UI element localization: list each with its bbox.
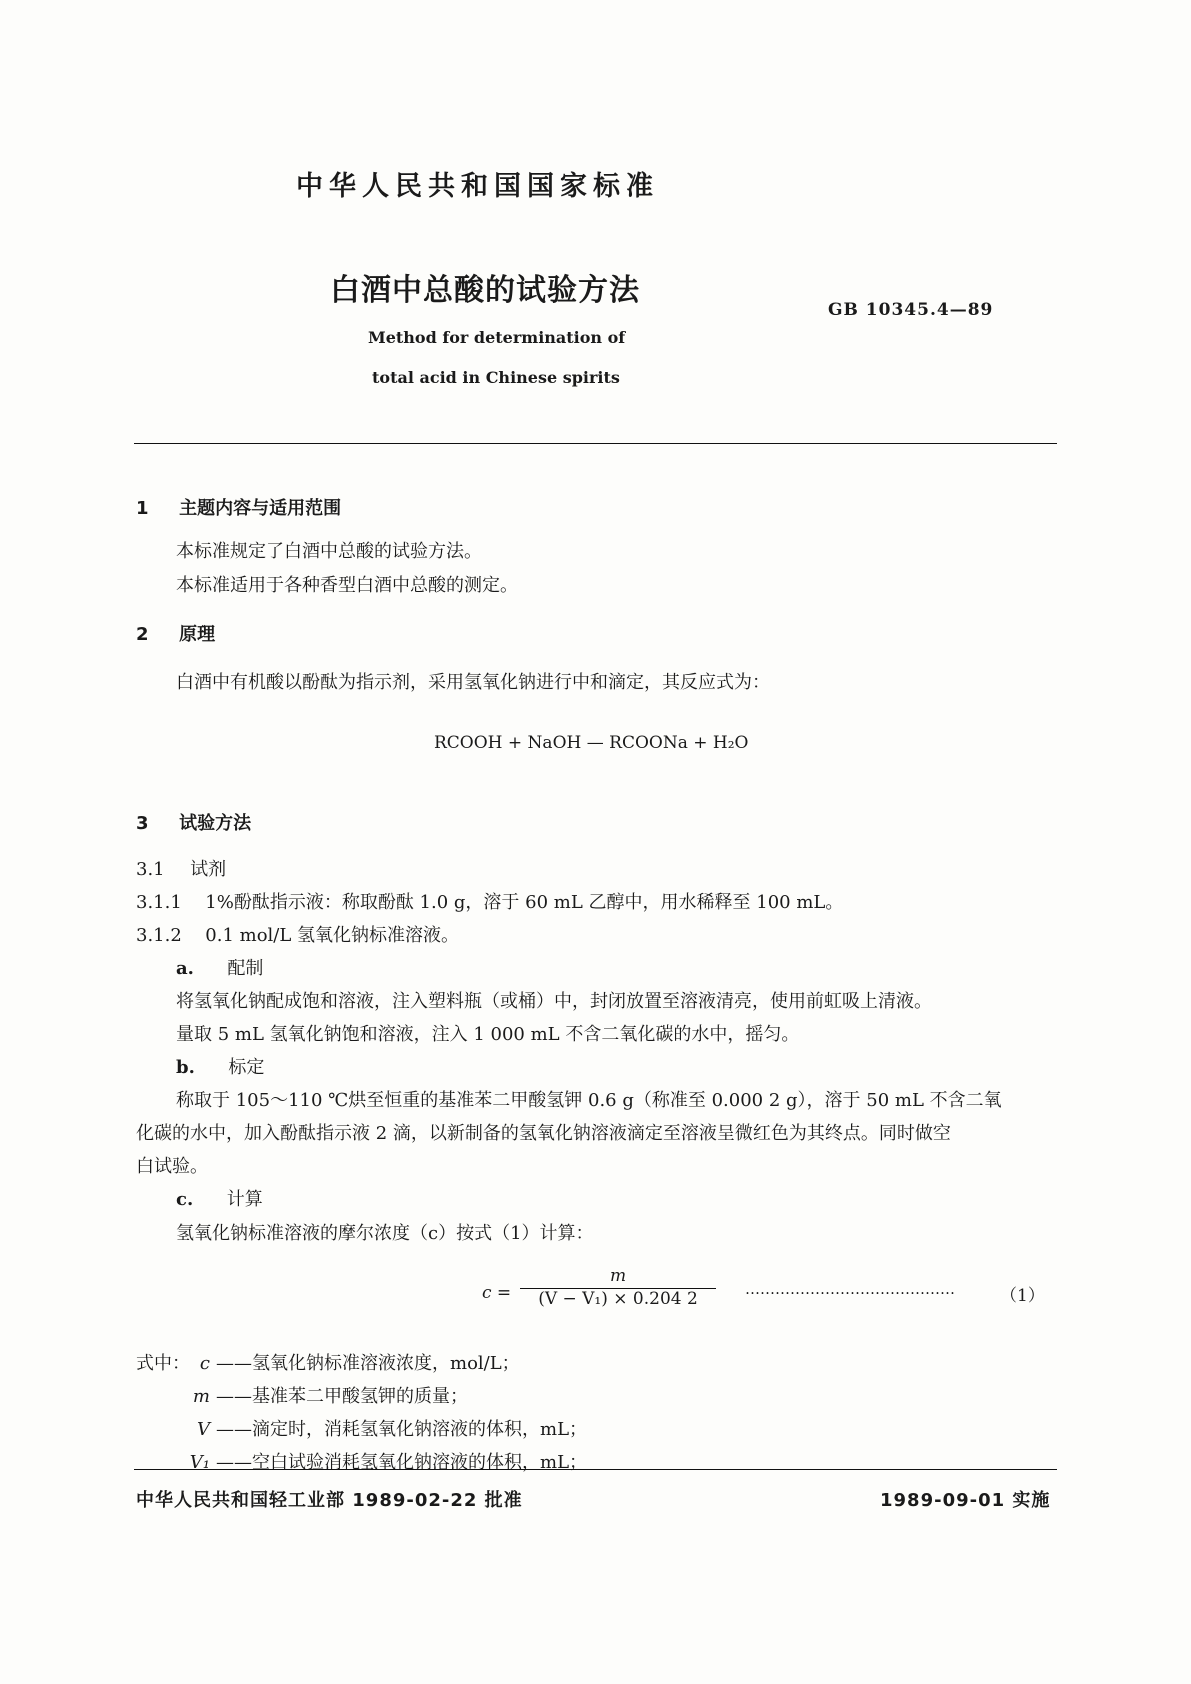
- item-b-paragraph-line-3: 白试验。: [136, 1156, 208, 1177]
- item-a-label: a.: [176, 958, 194, 979]
- clause-3-1: [136, 854, 226, 886]
- formula-number: （1）: [1000, 1286, 1045, 1306]
- item-c-title: 计算: [226, 1189, 263, 1210]
- section-2-paragraph: 白酒中有机酸以酚酞为指示剂，采用氢氧化钠进行中和滴定，其反应式为：: [176, 672, 770, 693]
- item-a-heading: [176, 953, 263, 985]
- section-2-number: 2: [136, 624, 149, 645]
- where-intro: 式中：: [136, 1353, 190, 1374]
- reaction-equation: RCOOH + NaOH — RCOONa + H₂O: [434, 733, 749, 753]
- where-item-symbol: V: [197, 1419, 210, 1440]
- section-3-number: 3: [136, 813, 149, 834]
- clause-3-1-2: [136, 920, 459, 952]
- document-title-en-line1: Method for determination of: [368, 328, 626, 347]
- document-title-cn: 白酒中总酸的试验方法: [330, 273, 640, 308]
- section-2-heading: [136, 620, 215, 646]
- clause-3-1-1-text: 1%酚酞指示液：称取酚酞 1.0 g，溶于 60 mL 乙醇中，用水稀释至 100 mL。: [205, 892, 844, 913]
- item-b-label: b.: [176, 1057, 195, 1078]
- clause-3-1-1-number: 3.1.1: [136, 892, 182, 913]
- section-2-title: 原理: [179, 624, 216, 645]
- item-b-heading: [176, 1052, 264, 1084]
- where-item-symbol: V₁: [189, 1452, 210, 1473]
- section-3-heading: [136, 809, 251, 835]
- section-3-title: 试验方法: [179, 813, 252, 834]
- item-a-paragraph-1: 将氢氧化钠配成饱和溶液，注入塑料瓶（或桶）中，封闭放置至溶液清亮，使用前虹吸上清液。: [176, 991, 932, 1012]
- section-1-heading: [136, 494, 341, 520]
- formula-denominator: (V − V₁) × 0.204 2: [538, 1289, 698, 1309]
- footer-approval: 中华人民共和国轻工业部 1989-02-22 批准: [136, 1490, 523, 1511]
- header-divider: [134, 443, 1057, 444]
- where-item-description: ——氢氧化钠标准溶液浓度，mol/L；: [216, 1353, 520, 1374]
- where-item-symbol: m: [192, 1386, 210, 1407]
- clause-3-1-1: [136, 887, 843, 919]
- clause-3-1-2-text: 0.1 mol/L 氢氧化钠标准溶液。: [205, 925, 460, 946]
- clause-3-1-title: 试剂: [190, 859, 227, 880]
- formula-numerator: m: [609, 1266, 627, 1286]
- item-b-paragraph-line-2: 化碳的水中，加入酚酞指示液 2 滴，以新制备的氢氧化钠溶液滴定至溶液呈微红色为其终点。同时做空: [136, 1123, 951, 1144]
- where-item-description: ——滴定时，消耗氢氧化钠溶液的体积，mL；: [216, 1419, 588, 1440]
- document-title-en-line2: total acid in Chinese spirits: [372, 368, 620, 387]
- where-item: [188, 1381, 468, 1413]
- where-item: [188, 1348, 520, 1380]
- formula-fraction: [520, 1266, 716, 1309]
- formula-leader-dots: ……………………………………: [745, 1280, 955, 1298]
- section-1-title: 主题内容与适用范围: [179, 498, 342, 519]
- where-item-description: ——基准苯二甲酸氢钾的质量；: [216, 1386, 468, 1407]
- where-item-symbol: c: [199, 1353, 210, 1374]
- standard-code: GB 10345.4—89: [828, 300, 994, 320]
- item-a-title: 配制: [227, 958, 264, 979]
- formula-lhs: c =: [482, 1283, 512, 1303]
- item-a-paragraph-2: 量取 5 mL 氢氧化钠饱和溶液，注入 1 000 mL 不含二氧化碳的水中，摇匀。: [176, 1024, 800, 1045]
- clause-3-1-2-number: 3.1.2: [136, 925, 182, 946]
- footer-effective-date: 1989-09-01 实施: [880, 1490, 1051, 1511]
- item-c-heading: [176, 1184, 263, 1216]
- item-c-label: c.: [176, 1189, 194, 1210]
- footer-divider: [134, 1469, 1057, 1470]
- where-item: [188, 1414, 587, 1446]
- section-1-paragraph-1: 本标准规定了白酒中总酸的试验方法。: [176, 541, 482, 562]
- national-standard-heading: 中华人民共和国国家标准: [296, 171, 659, 202]
- where-item: [188, 1447, 587, 1479]
- item-b-title: 标定: [228, 1057, 265, 1078]
- item-b-paragraph-line-1: 称取于 105～110 ℃烘至恒重的基准苯二甲酸氢钾 0.6 g（称准至 0.000 2 g），溶于 50 mL 不含二氧: [176, 1090, 1002, 1111]
- where-item-description: ——空白试验消耗氢氧化钠溶液的体积，mL；: [216, 1452, 588, 1473]
- clause-3-1-number: 3.1: [136, 859, 165, 880]
- section-1-number: 1: [136, 498, 149, 519]
- item-c-paragraph: 氢氧化钠标准溶液的摩尔浓度（c）按式（1）计算：: [176, 1223, 594, 1244]
- section-1-paragraph-2: 本标准适用于各种香型白酒中总酸的测定。: [176, 575, 518, 596]
